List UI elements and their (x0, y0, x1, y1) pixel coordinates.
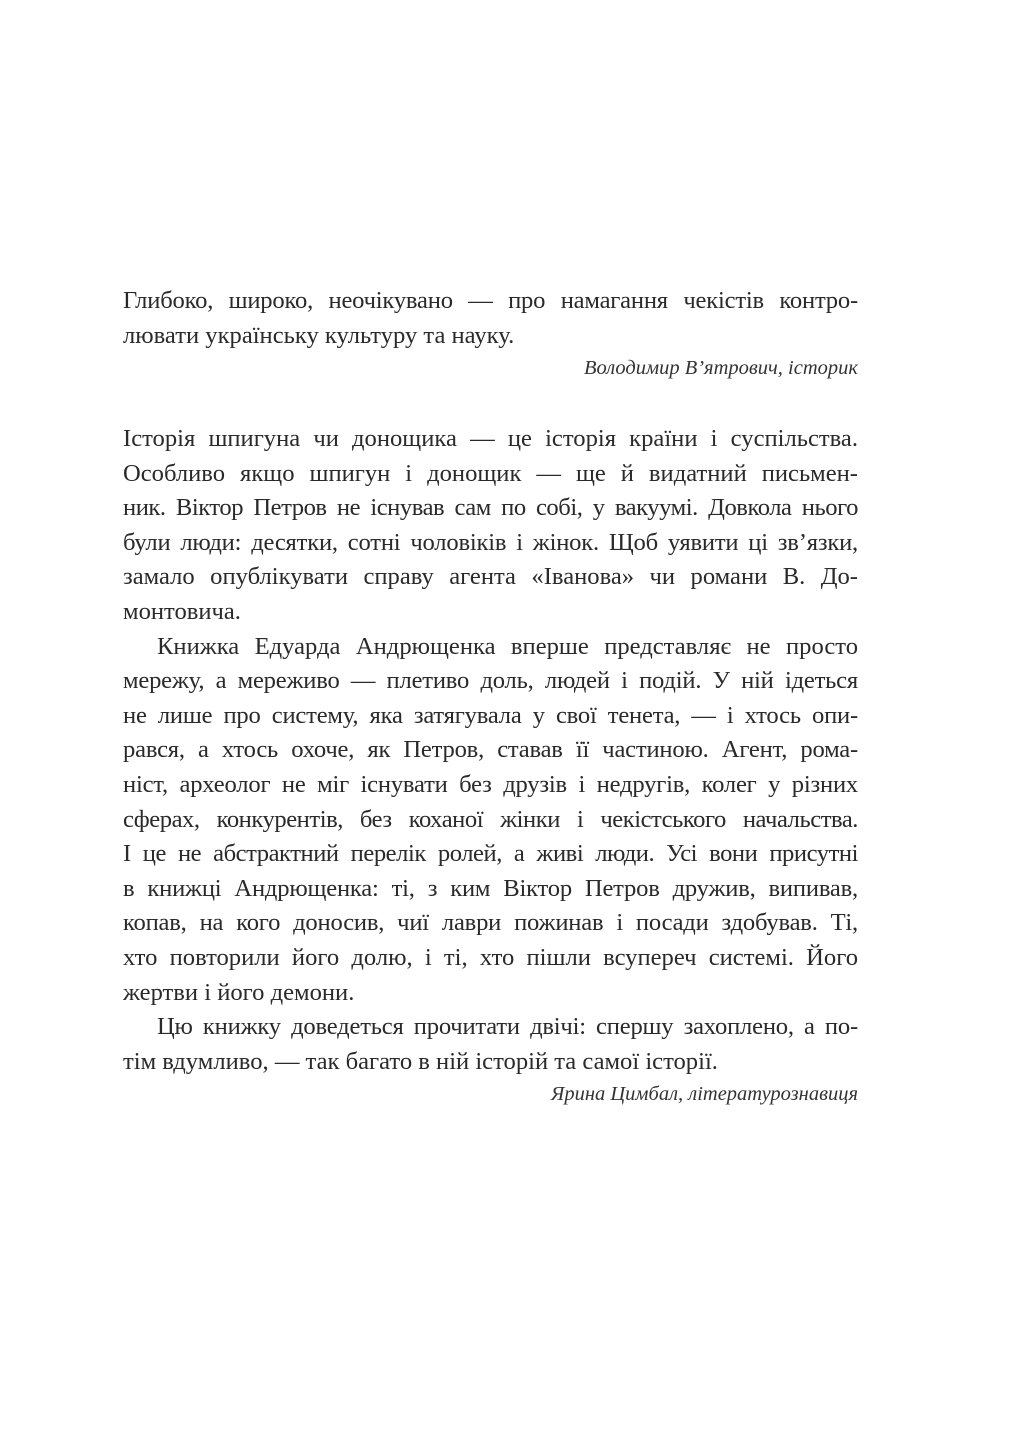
quote-paragraph-1 (123, 422, 858, 630)
text-line: не лише про систему, яка затягувала у свої тенета, — і хтось опи- (123, 701, 858, 729)
text-line: монтовича. (123, 597, 241, 625)
text-line: тім вдумливо, — так багато в ній історій та самої історії. (123, 1047, 718, 1075)
text-line: ник. Віктор Петров не існував сам по собі, у вакуумі. Довкола нього (123, 494, 858, 522)
text-line: Книжка Едуарда Андрющенка вперше представляє не просто (157, 632, 858, 660)
text-line: рався, а хтось охоче, як Петров, ставав її частиною. Агент, рома- (123, 736, 858, 764)
text-line: лювати українську культуру та науку. (123, 321, 515, 349)
quote-block-tsymbal (123, 422, 858, 1109)
text-line: жертви і його демони. (123, 978, 355, 1006)
text-line: Особливо якщо шпигун і донощик — ще й видатний письмен- (123, 459, 858, 487)
quote-paragraph-3 (123, 1010, 858, 1079)
text-line: були люди: десятки, сотні чоловіків і жінок. Щоб уявити ці зв’язки, (123, 528, 858, 556)
text-line: в книжці Андрющенка: ті, з ким Віктор Петров дружив, випивав, (123, 874, 858, 902)
quote-paragraph-2 (123, 630, 858, 1011)
text-line: мережу, а мереживо — плетиво доль, людей і подій. У ній ідеться (123, 667, 858, 695)
text-line: Історія шпигуна чи донощика — це історія країни і суспільства. (123, 425, 858, 452)
quote-block-vyatrovych (123, 284, 858, 383)
text-line: Цю книжку доведеться прочитати двічі: спершу захоплено, а по- (157, 1013, 858, 1041)
text-line: копав, на кого доносив, чиї лаври пожинав і посади здобував. Ті, (123, 909, 858, 937)
text-line: ніст, археолог не міг існувати без друзів і недругів, колег у різних (123, 770, 858, 798)
text-line: сферах, конкурентів, без коханої жінки і чекістського начальства. (123, 805, 858, 833)
quote-attribution: Ярина Цимбал, літературознавиця (550, 1083, 858, 1106)
text-line: І це не абстрактний перелік ролей, а живі люди. Усі вони присутні (123, 840, 858, 868)
text-line: хто повторили його долю, і ті, хто пішли всупереч системі. Його (123, 943, 858, 971)
text-line: замало опублікувати справу агента «Іванова» чи романи В. До- (123, 563, 858, 591)
quote-attribution: Володимир В’ятрович, історик (583, 357, 858, 380)
text-line: Глибоко, широко, неочікувано — про намагання чекістів контро- (123, 287, 858, 314)
quote-paragraph (123, 284, 858, 353)
